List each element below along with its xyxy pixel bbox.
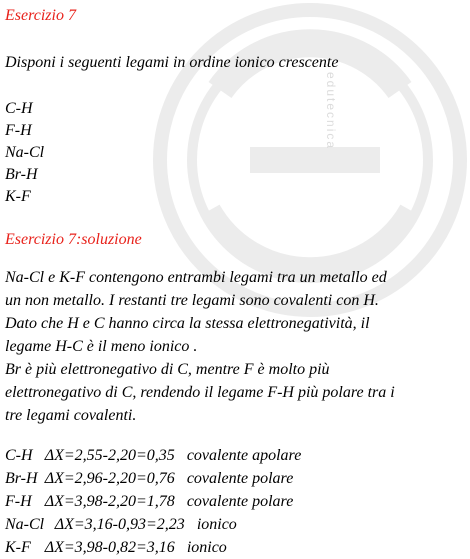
result-row	[5, 515, 237, 534]
result-type: covalente polare	[186, 493, 294, 510]
bond-item: Br-H	[5, 166, 38, 183]
result-row	[5, 446, 301, 465]
result-delta: ΔX=3,98-2,20=1,78	[44, 493, 175, 510]
bond-item: C-H	[5, 100, 33, 117]
solution-title: Esercizio 7:soluzione	[5, 231, 142, 248]
result-row	[5, 492, 293, 511]
result-bond: Br-H	[5, 470, 38, 487]
result-delta: ΔX=2,96-2,20=0,76	[44, 470, 175, 487]
result-bond: F-H	[5, 493, 32, 510]
paragraph-line: un non metallo. I restanti tre legami sono covalenti con H.	[5, 292, 379, 309]
bond-item: F-H	[5, 122, 32, 139]
result-bond: Na-Cl	[5, 516, 45, 533]
result-type: ionico	[186, 539, 227, 556]
result-row	[5, 538, 227, 557]
paragraph-line: Na-Cl e K-F contengono entrambi legami tra un metallo ed	[5, 269, 387, 286]
paragraph-line: legame H-C è il meno ionico .	[5, 338, 198, 355]
watermark-text: edutecnica	[324, 72, 338, 151]
result-row	[5, 469, 293, 488]
result-bond: K-F	[5, 539, 31, 556]
solution-paragraph	[5, 266, 465, 427]
result-delta: ΔX=3,98-0,82=3,16	[44, 539, 175, 556]
result-type: covalente apolare	[186, 447, 302, 464]
result-bond: C-H	[5, 447, 33, 464]
exercise-instruction: Disponi i seguenti legami in ordine ionico crescente	[5, 54, 339, 71]
paragraph-line: tre legami covalenti.	[5, 407, 137, 424]
paragraph-line: elettronegativo di C, rendendo il legame F-H più polare tra i	[5, 384, 395, 401]
result-delta: ΔX=3,16-0,93=2,23	[54, 516, 185, 533]
result-type: covalente polare	[186, 470, 294, 487]
result-delta: ΔX=2,55-2,20=0,35	[44, 447, 175, 464]
paragraph-line: Br è più elettronegativo di C, mentre F è molto più	[5, 361, 330, 378]
exercise-title: Esercizio 7	[5, 7, 76, 24]
paragraph-line: Dato che H e C hanno circa la stessa elettronegatività, il	[5, 315, 370, 332]
bond-item: K-F	[5, 188, 31, 205]
result-type: ionico	[196, 516, 237, 533]
bond-item: Na-Cl	[5, 144, 45, 161]
